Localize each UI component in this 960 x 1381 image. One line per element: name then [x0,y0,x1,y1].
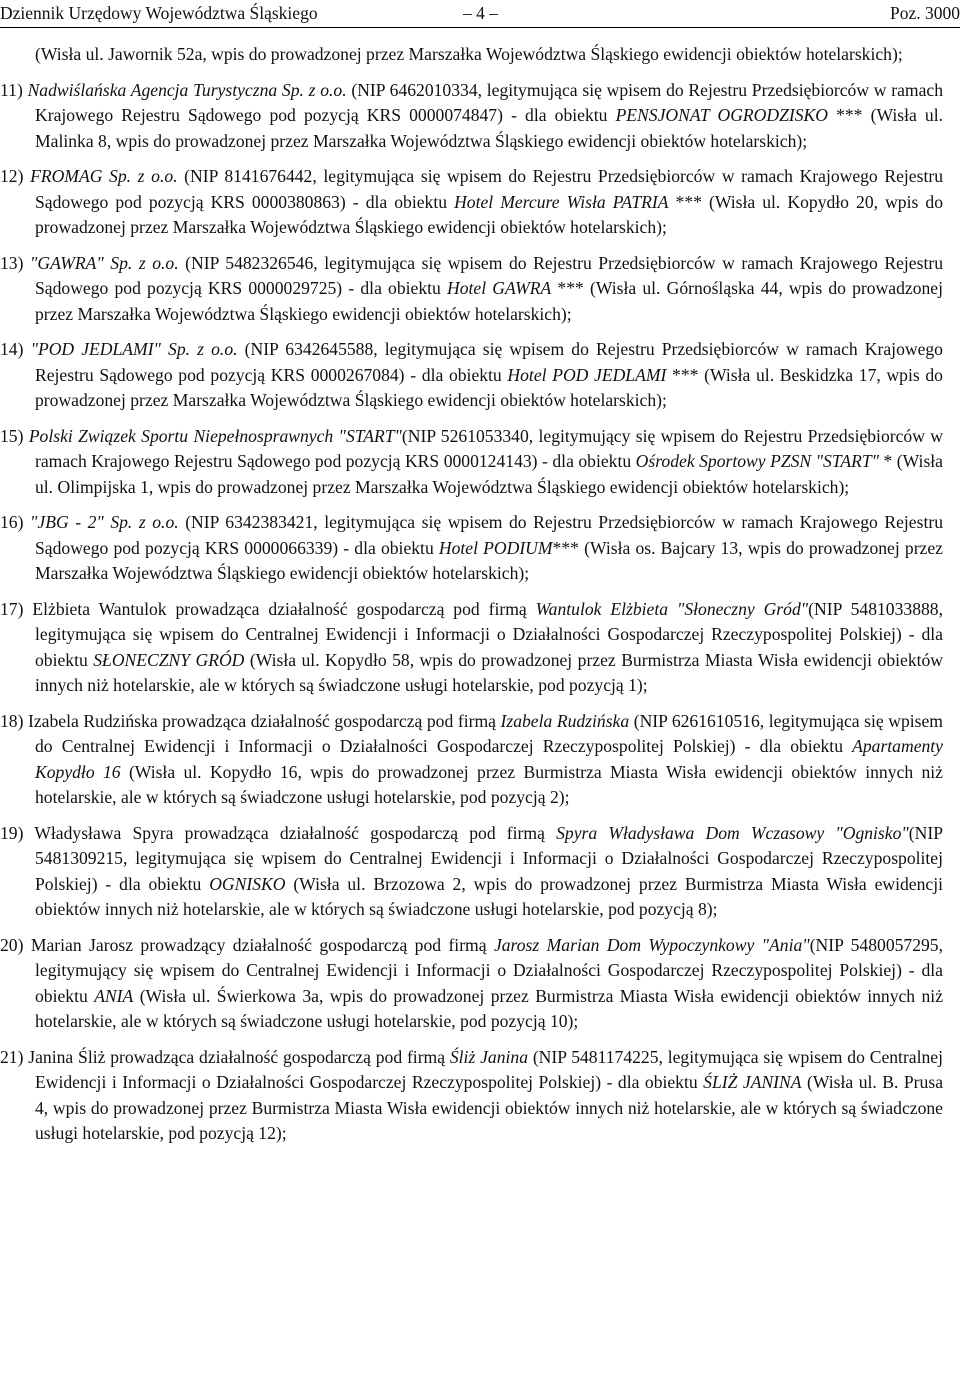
list-item [0,424,943,501]
item-number: 18) [0,710,24,731]
item-text: *** (Wisła ul. Beskidzka 17, wpis do prowadzonej przez Marszałka Województwa Śląskiego ewidencji obiektów hotelarskich); [35,364,943,410]
item-object: Ośrodek Sportowy PZSN "START" [635,451,879,471]
list-item-continuation [0,42,943,68]
item-text: *** (Wisła ul. Malinka 8, wpis do prowadzonej przez Marszałka Województwa Śląskiego ewidencji obiektów hotelarskich); [35,105,943,151]
item-text: (Wisła ul. Jawornik 52a, wpis do prowadzonej przez Marszałka Województwa Śląskiego ewidencji obiektów hotelarskich); [35,44,903,64]
list-item [0,78,943,155]
item-number: 17) [0,598,24,619]
item-object: PENSJONAT OGRODZISKO [615,105,828,125]
item-firm: Izabela Rudzińska [500,710,630,731]
item-text: * (Wisła ul. Olimpijska 1, wpis do prowadzonej przez Marszałka Województwa Śląskiego ewidencji obiektów hotelarskich); [35,451,943,497]
item-object: OGNISKO [209,873,286,894]
item-text: (NIP 6342645588, legitymująca się wpisem do Rejestru Przedsiębiorców w ramach Krajowego Rejestru Sądowego pod pozycją KRS 0000267084) - dla obiektu [35,339,943,385]
list-item [0,709,943,811]
item-number: 19) [0,822,24,843]
item-text: (Wisła ul. Kopydło 58, wpis do prowadzonej przez Burmistrza Miasta Wisła ewidencji obiektów innych niż hotelarskie, ale w których są świadczone usługi hotelarskie, pod pozycją 1); [35,649,944,695]
item-firm: Jarosz Marian Dom Wypoczynkowy "Ania" [493,934,810,955]
item-number: 16) [0,512,24,532]
item-number: 20) [0,934,24,955]
item-text: (Wisła ul. Świerkowa 3a, wpis do prowadzonej przez Burmistrza Miasta Wisła ewidencji obiektów innych niż hotelarskie, ale w których są świadczone usługi hotelarskie, pod pozycją 10); [35,985,943,1031]
item-text: Izabela Rudzińska prowadząca działalność gospodarczą pod firmą [28,710,501,731]
item-text: (NIP 6342383421, legitymująca się wpisem do Rejestru Przedsiębiorców w ramach Krajowego Rejestru Sądowego pod pozycją KRS 0000066339) - dla obiektu [35,512,943,558]
item-object: ŚLIŻ JANINA [703,1072,802,1092]
list-item [0,933,943,1035]
item-text: (NIP 6261610516, legitymująca się wpisem do Centralnej Ewidencji i Informacji o Działalności Gospodarczej Rzeczypospolitej Polskiej) - dla obiektu [35,710,943,756]
document-body [0,42,943,1147]
list-item [0,337,943,414]
list-item [0,1045,943,1147]
item-text: (NIP 5261053340, legitymujący się wpisem do Rejestru Przedsiębiorców w ramach Krajowego Rejestru Sądowego pod pozycją KRS 0000124143) - dla obiektu [35,425,943,471]
item-firm: "POD JEDLAMI" Sp. z o.o. [30,339,238,359]
item-text: (NIP 5481033888, legitymująca się wpisem do Centralnej Ewidencji i Informacji o Działalności Gospodarczej Rzeczypospolitej Polskiej) - dla obiektu [35,598,943,670]
item-number: 15) [0,425,24,446]
item-firm: "JBG - 2" Sp. z o.o. [30,512,179,532]
item-number: 12) [0,166,24,186]
item-text: (NIP 5480057295, legitymujący się wpisem do Centralnej Ewidencji i Informacji o Działalności Gospodarczej Rzeczypospolitej Polskiej) - dla obiektu [35,934,944,1006]
header-position: Poz. 3000 [890,3,960,23]
item-text: (Wisła ul. Kopydło 16, wpis do prowadzonej przez Burmistrza Miasta Wisła ewidencji obiektów innych niż hotelarskie, ale w których są świadczone usługi hotelarskie, pod pozycją 2); [35,761,943,807]
item-number: 21) [0,1046,24,1067]
header-journal-title: Dziennik Urzędowy Województwa Śląskiego [0,3,318,23]
list-item [0,510,943,587]
item-text: Janina Śliż prowadząca działalność gospodarczą pod firmą [28,1046,450,1067]
page-header [0,0,960,28]
item-object: Hotel Mercure Wisła PATRIA [454,191,669,212]
item-text: (NIP 6462010334, legitymująca się wpisem do Rejestru Przedsiębiorców w ramach Krajowego Rejestru Sądowego pod pozycją KRS 0000074847) - dla obiektu [35,79,944,125]
item-text: *** (Wisła os. Bajcary 13, wpis do prowadzonej przez Marszałka Województwa Śląskiego ewidencji obiektów hotelarskich); [35,537,943,583]
list-item [0,821,943,923]
item-text: *** (Wisła ul. Górnośląska 44, wpis do prowadzonej przez Marszałka Województwa Śląskiego ewidencji obiektów hotelarskich); [35,278,943,324]
item-object: ANIA [94,985,134,1006]
item-object: SŁONECZNY GRÓD [93,649,245,670]
item-text: (NIP 5481309215, legitymująca się wpisem do Centralnej Ewidencji i Informacji o Działalności Gospodarczej Rzeczypospolitej Polskiej) - dla obiektu [35,822,943,894]
item-object: Hotel PODIUM [438,537,553,558]
item-number: 13) [0,252,24,273]
item-text: (NIP 5481174225, legitymująca się wpisem do Centralnej Ewidencji i Informacji o Działalności Gospodarczej Rzeczypospolitej Polskiej) - dla obiektu [35,1046,943,1092]
item-firm: Spyra Władysława Dom Wczasowy "Ognisko" [556,822,909,843]
item-firm: Polski Związek Sportu Niepełnosprawnych "START" [28,425,402,446]
item-text: (NIP 5482326546, legitymująca się wpisem do Rejestru Przedsiębiorców w ramach Krajowego Rejestru Sądowego pod pozycją KRS 0000029725) - dla obiektu [35,252,944,298]
item-firm: Nadwiślańska Agencja Turystyczna Sp. z o.o. [27,79,347,100]
item-text: (Wisła ul. Brzozowa 2, wpis do prowadzonej przez Burmistrza Miasta Wisła ewidencji obiektów innych niż hotelarskie, ale w których są świadczone usługi hotelarskie, pod pozycją 8); [35,873,943,919]
item-text: (Wisła ul. B. Prusa 4, wpis do prowadzonej przez Burmistrza Miasta Wisła ewidencji obiektów innych niż hotelarskie, ale w których są świadczone usługi hotelarskie, pod pozycją 12); [35,1072,943,1143]
item-text: *** (Wisła ul. Kopydło 20, wpis do prowadzonej przez Marszałka Województwa Śląskiego ewidencji obiektów hotelarskich); [35,191,943,237]
item-firm: Śliż Janina [449,1046,528,1067]
list-item [0,251,943,328]
item-number: 11) [0,79,23,100]
item-firm: Wantulok Elżbieta "Słoneczny Gród" [535,598,809,619]
header-divider [0,27,960,28]
list-item [0,597,943,699]
item-object: Hotel POD JEDLAMI [507,364,667,385]
item-object: Hotel GAWRA [447,278,552,298]
item-object: Apartamenty Kopydło 16 [35,736,943,782]
item-text: Władysława Spyra prowadząca działalność gospodarczą pod firmą [34,822,557,843]
item-firm: FROMAG Sp. z o.o. [30,166,178,186]
item-number: 14) [0,339,24,359]
item-text: Marian Jarosz prowadzący działalność gospodarczą pod firmą [30,934,494,955]
list-item [0,164,943,241]
item-text: (NIP 8141676442, legitymująca się wpisem do Rejestru Przedsiębiorców w ramach Krajowego Rejestru Sądowego pod pozycją KRS 0000380863) - dla obiektu [35,166,943,212]
item-text: Elżbieta Wantulok prowadząca działalność gospodarczą pod firmą [32,598,536,619]
item-firm: "GAWRA" Sp. z o.o. [30,252,179,273]
header-page-number: – 4 – [463,3,498,23]
